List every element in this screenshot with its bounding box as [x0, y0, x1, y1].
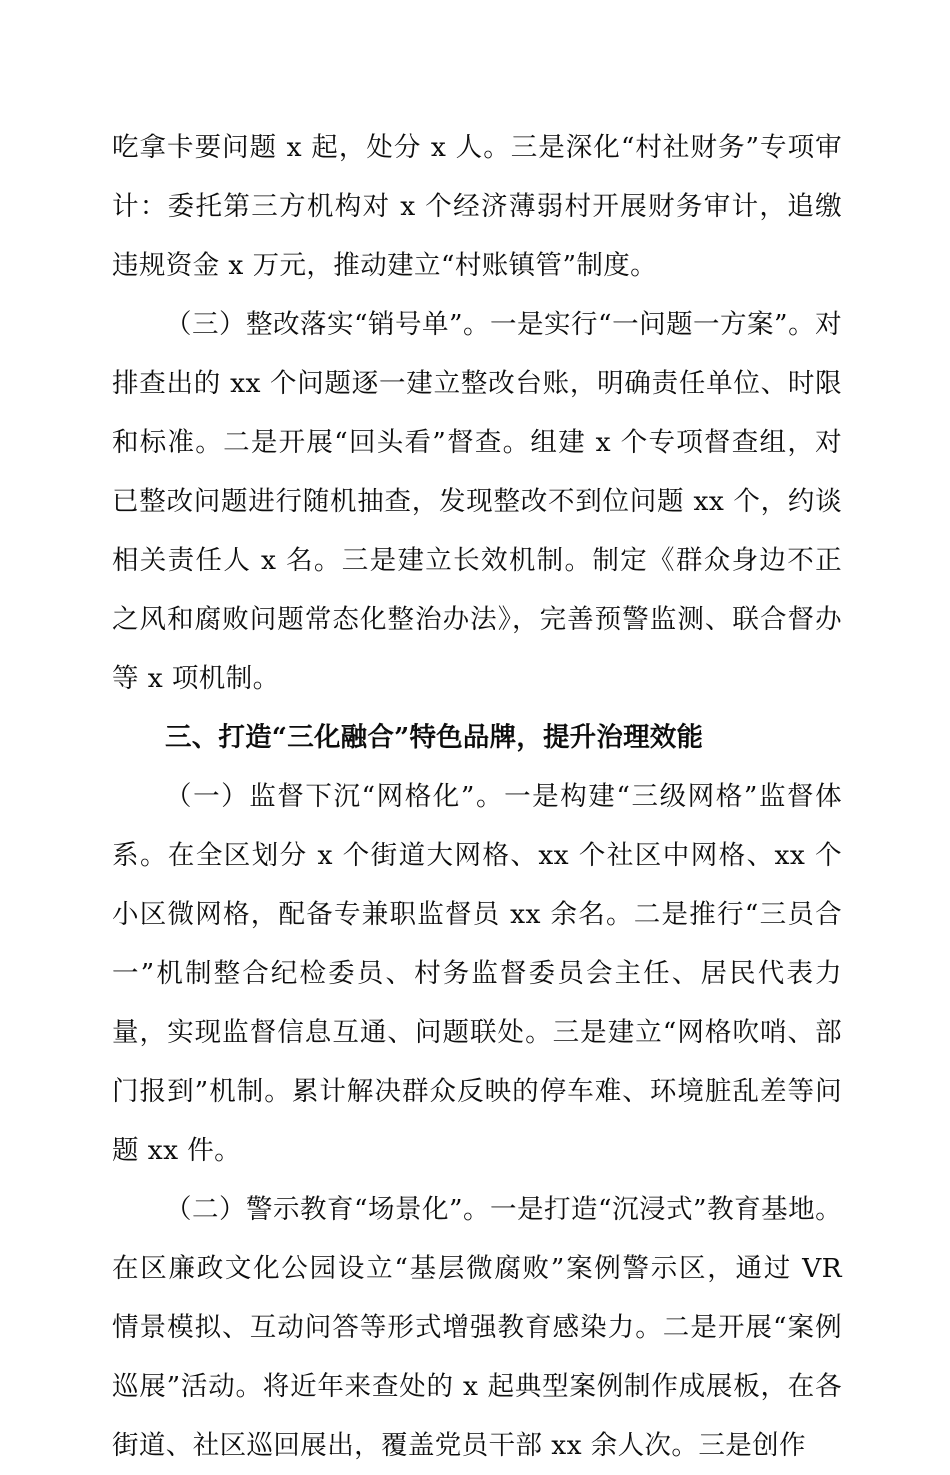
paragraph-section-three: （三）整改落实“销号单”。一是实行“一问题一方案”。对排查出的 xx 个问题逐一建立整改台账，明确责任单位、时限和标准。二是开展“回头看”督查。组建 x 个专项督查组，对已整改问题进行随机抽查，发现整改不到位问题 xx 个，约谈相关责任人 x 名。三是建立长效机制。制定《群众身边不正之风和腐败问题常态化整治办法》，完善预警监测、联合督办等 x 项机制。	[112, 309, 842, 694]
section-heading-three: 三、打造“三化融合”特色品牌，提升治理效能	[165, 722, 704, 753]
document-body	[112, 118, 842, 1475]
paragraph-subsection-two: （二）警示教育“场景化”。一是打造“沉浸式”教育基地。在区廉政文化公园设立“基层微腐败”案例警示区，通过 VR 情景模拟、互动问答等形式增强教育感染力。二是开展“案例巡展”活动。将近年来查处的 x 起典型案例制作成展板，在各街道、社区巡回展出，覆盖党员干部 xx 余人次。三是创作	[112, 1194, 842, 1461]
paragraph-subsection-one: （一）监督下沉“网格化”。一是构建“三级网格”监督体系。在全区划分 x 个街道大网格、xx 个社区中网格、xx 个小区微网格，配备专兼职监督员 xx 余名。二是推行“三员合一”机制整合纪检委员、村务监督委员会主任、居民代表力量，实现监督信息互通、问题联处。三是建立“网格吹哨、部门报到”机制。累计解决群众反映的停车难、环境脏乱差等问题 xx 件。	[112, 781, 842, 1166]
paragraph-continued: 吃拿卡要问题 x 起，处分 x 人。三是深化“村社财务”专项审计：委托第三方机构对 x 个经济薄弱村开展财务审计，追缴违规资金 x 万元，推动建立“村账镇管”制度。	[112, 132, 842, 281]
